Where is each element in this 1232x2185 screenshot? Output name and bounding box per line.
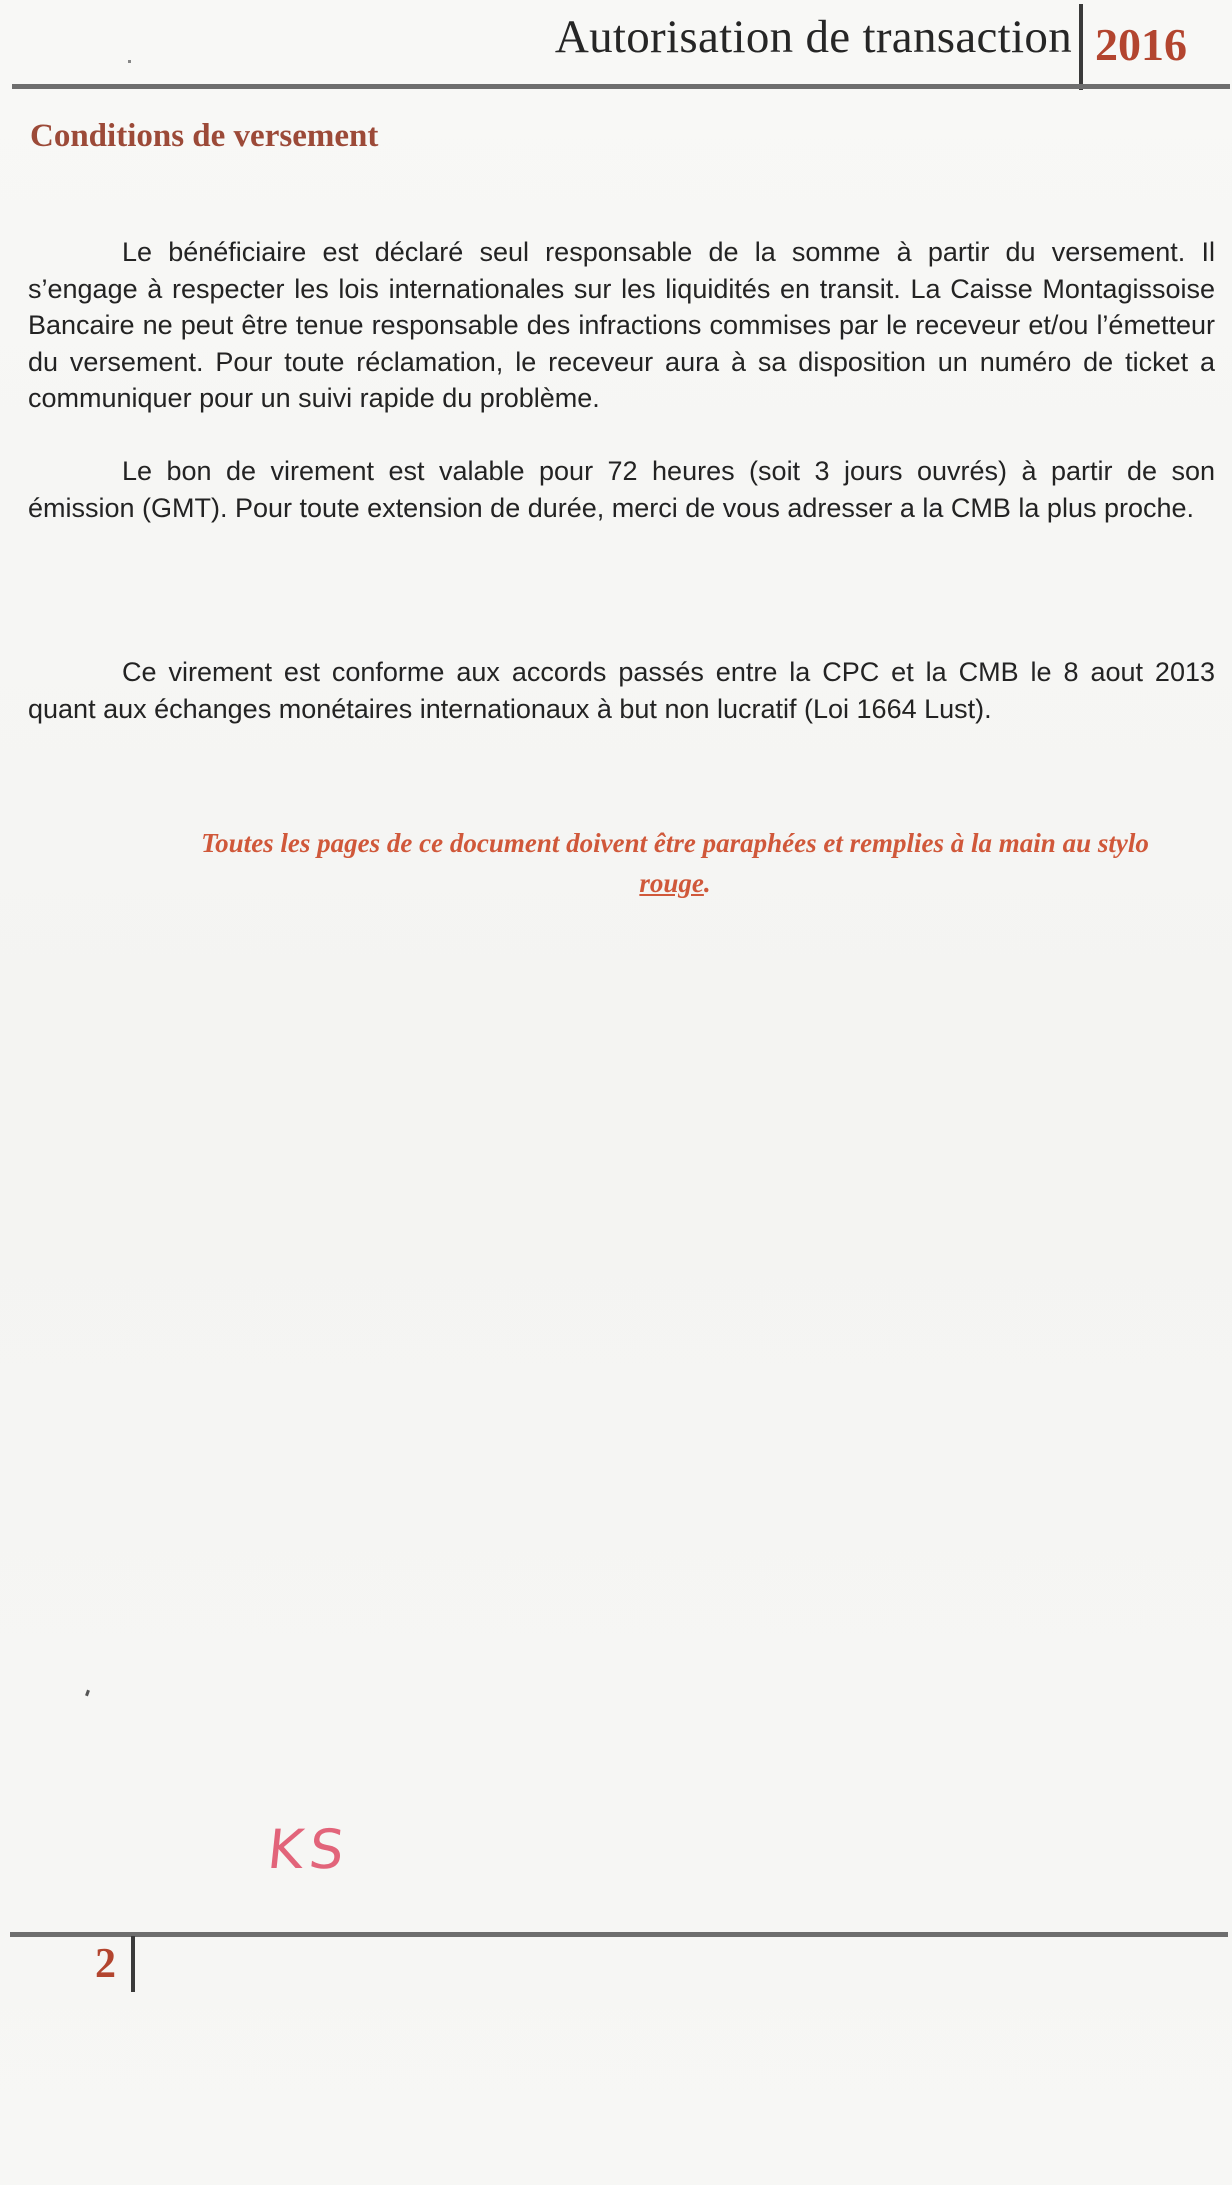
header-rule bbox=[12, 84, 1230, 89]
header-vertical-divider bbox=[1079, 4, 1083, 90]
paragraph-responsibility: Le bénéficiaire est déclaré seul responsable de la somme à partir du versement. Il s’engage à respecter les lois internationales sur les liquidités en transit. La Caisse Montagissoise Bancaire ne peut être tenue responsable des infractions commises par le receveur et/ou l’émetteur du versement. Pour toute réclamation, le receveur aura à sa disposition un numéro de ticket a communiquer pour un suivi rapide du problème. bbox=[28, 237, 1215, 413]
section-heading: Conditions de versement bbox=[30, 118, 379, 154]
document-title: Autorisation de transaction bbox=[554, 11, 1072, 63]
document-year: 2016 bbox=[1095, 19, 1187, 70]
handwritten-initials: KS bbox=[264, 1818, 354, 1881]
scan-speck bbox=[85, 1690, 90, 1697]
scan-speck bbox=[128, 60, 131, 63]
page-number: 2 bbox=[95, 1941, 116, 1987]
paragraph-agreement: Ce virement est conforme aux accords passés entre la CPC et la CMB le 8 aout 2013 quant aux échanges monétaires internationaux à but non lucratif (Loi 1664 Lust). bbox=[28, 657, 1215, 724]
signing-instruction-note bbox=[150, 823, 1200, 903]
note-text: Toutes les pages de ce document doivent être paraphées et remplies à la main au stylo bbox=[201, 828, 1149, 858]
footer-rule bbox=[10, 1932, 1228, 1937]
note-underlined-word: rouge bbox=[639, 868, 704, 898]
note-end: . bbox=[703, 868, 711, 898]
footer-vertical-divider bbox=[131, 1936, 135, 1992]
paragraph-validity: Le bon de virement est valable pour 72 heures (soit 3 jours ouvrés) à partir de son émission (GMT). Pour toute extension de durée, merci de vous adresser a la CMB la plus proche. bbox=[28, 456, 1215, 523]
